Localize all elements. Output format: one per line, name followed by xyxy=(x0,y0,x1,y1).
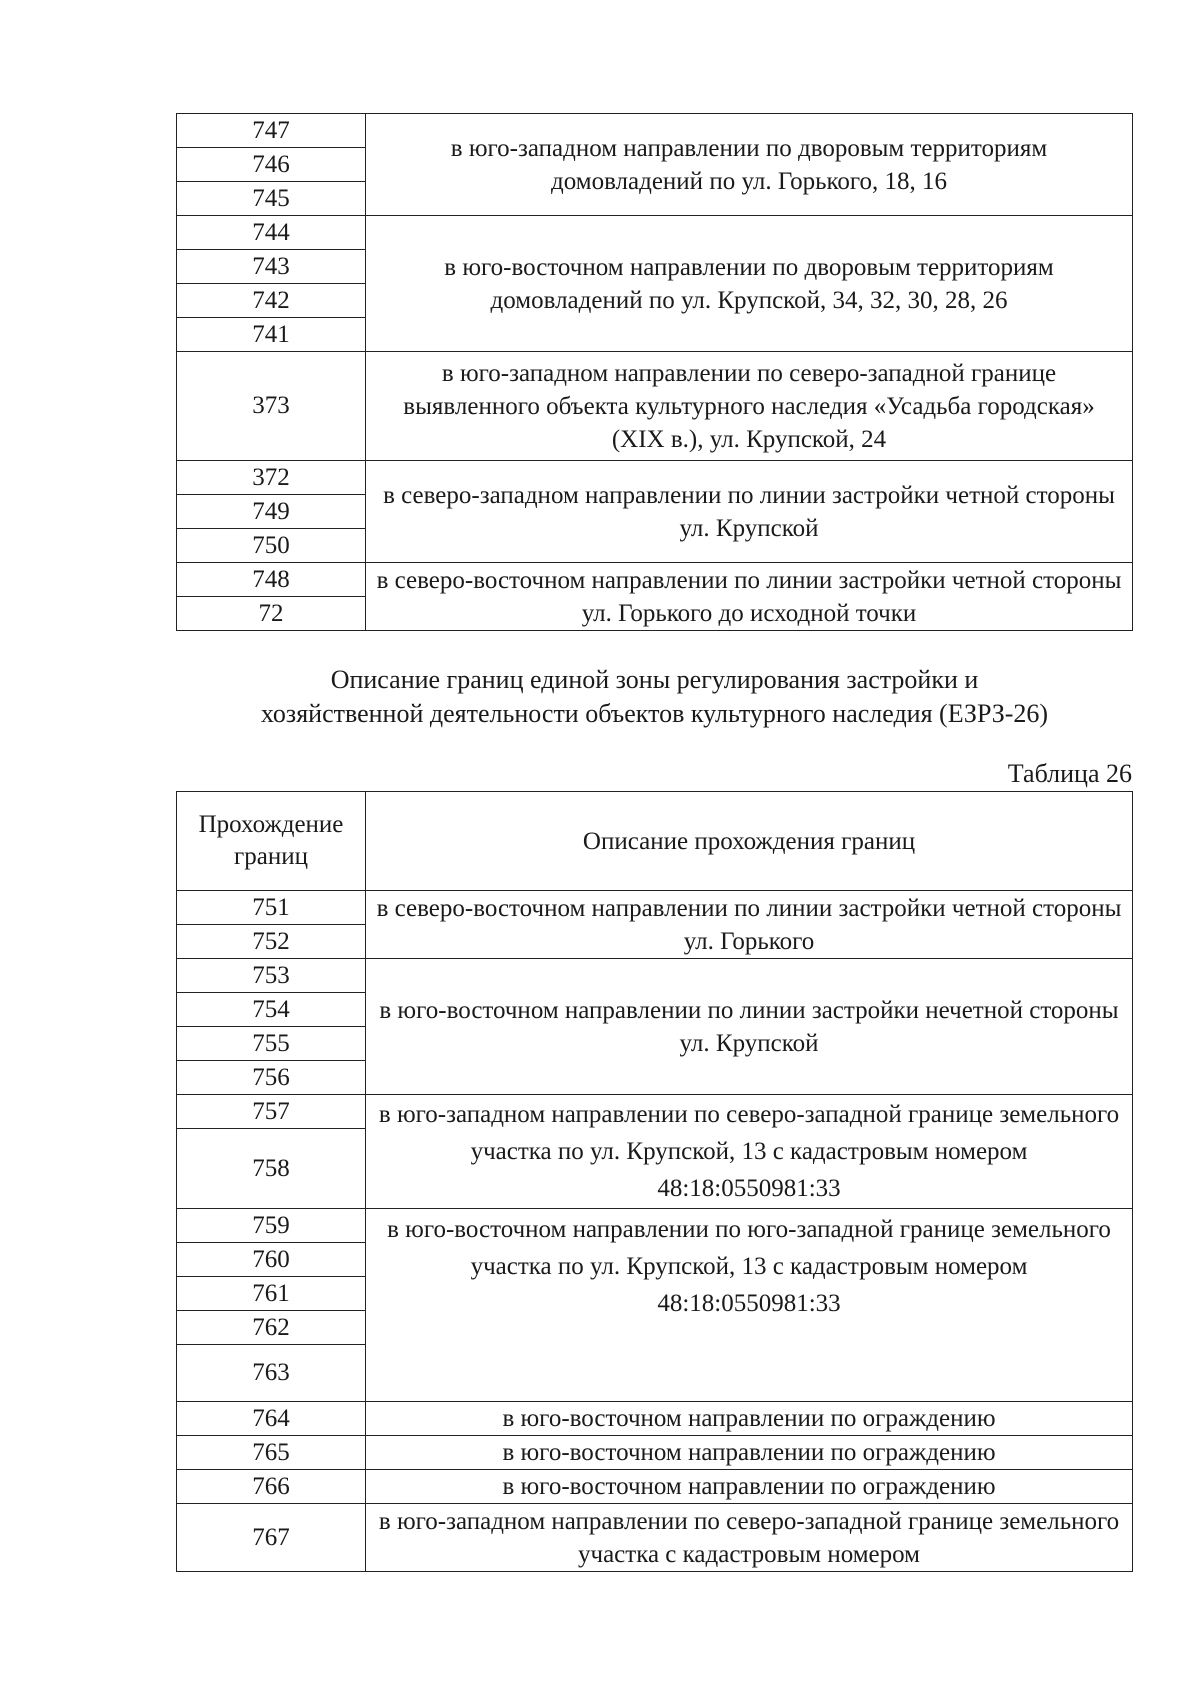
point-number: 762 xyxy=(177,1311,366,1345)
point-number: 758 xyxy=(177,1129,366,1209)
point-number: 742 xyxy=(177,284,366,318)
point-number: 747 xyxy=(177,114,366,148)
table-row xyxy=(177,891,1133,925)
boundary-description: в юго-восточном направлении по ограждению xyxy=(366,1470,1133,1504)
boundary-table-26 xyxy=(176,791,1133,1572)
boundary-table-continued xyxy=(176,113,1133,631)
point-number: 744 xyxy=(177,216,366,250)
point-number: 752 xyxy=(177,925,366,959)
point-number: 372 xyxy=(177,461,366,495)
table-row xyxy=(177,563,1133,597)
point-number: 750 xyxy=(177,529,366,563)
point-number: 746 xyxy=(177,148,366,182)
table-row xyxy=(177,1436,1133,1470)
section-title-line-1: Описание границ единой зоны регулирования застройки и xyxy=(330,665,979,694)
point-number: 759 xyxy=(177,1209,366,1243)
point-number: 767 xyxy=(177,1504,366,1572)
point-number: 766 xyxy=(177,1470,366,1504)
point-number: 754 xyxy=(177,993,366,1027)
boundary-description: в северо-западном направлении по линии застройки четной стороны ул. Крупской xyxy=(366,461,1133,563)
section-title-line-2: хозяйственной деятельности объектов культурного наследия (ЕЗРЗ-26) xyxy=(260,699,1049,728)
table-row xyxy=(177,352,1133,461)
boundary-description: в юго-западном направлении по северо-западной границе выявленного объекта культурного наследия «Усадьба городская» (XIX в.), ул. Крупской, 24 xyxy=(366,352,1133,461)
table-row xyxy=(177,216,1133,250)
boundary-description: в юго-восточном направлении по линии застройки нечетной стороны ул. Крупской xyxy=(366,959,1133,1095)
point-number: 373 xyxy=(177,352,366,461)
table-header-row xyxy=(177,792,1133,891)
table-row xyxy=(177,1095,1133,1129)
point-number: 760 xyxy=(177,1243,366,1277)
point-number: 765 xyxy=(177,1436,366,1470)
point-number: 755 xyxy=(177,1027,366,1061)
boundary-description: в северо-восточном направлении по линии застройки четной стороны ул. Горького xyxy=(366,891,1133,959)
boundary-description: в юго-восточном направлении по дворовым территориям домовладений по ул. Крупской, 34, 32, 30, 28, 26 xyxy=(366,216,1133,352)
boundary-description: в юго-восточном направлении по юго-западной границе земельного участка по ул. Крупской, 13 с кадастровым номером 48:18:0550981:33 xyxy=(366,1209,1133,1402)
table-row xyxy=(177,1470,1133,1504)
point-number: 741 xyxy=(177,318,366,352)
point-number: 761 xyxy=(177,1277,366,1311)
table-row xyxy=(177,1504,1133,1572)
point-number: 756 xyxy=(177,1061,366,1095)
header-col-passage: Прохождение границ xyxy=(177,792,366,891)
point-number: 743 xyxy=(177,250,366,284)
boundary-description: в юго-восточном направлении по ограждению xyxy=(366,1402,1133,1436)
point-number: 757 xyxy=(177,1095,366,1129)
table-label: Таблица 26 xyxy=(1007,759,1132,788)
point-number: 764 xyxy=(177,1402,366,1436)
table-row xyxy=(177,114,1133,148)
boundary-description: в юго-восточном направлении по ограждению xyxy=(366,1436,1133,1470)
point-number: 745 xyxy=(177,182,366,216)
point-number: 749 xyxy=(177,495,366,529)
point-number: 751 xyxy=(177,891,366,925)
table-row xyxy=(177,1209,1133,1243)
table-row xyxy=(177,959,1133,993)
table-row xyxy=(177,461,1133,495)
point-number: 748 xyxy=(177,563,366,597)
table-row xyxy=(177,1402,1133,1436)
boundary-description: в юго-западном направлении по северо-западной границе земельного участка по ул. Крупской, 13 с кадастровым номером 48:18:0550981:33 xyxy=(366,1095,1133,1209)
boundary-description: в северо-восточном направлении по линии застройки четной стороны ул. Горького до исходной точки xyxy=(366,563,1133,631)
boundary-description: в юго-западном направлении по дворовым территориям домовладений по ул. Горького, 18, 16 xyxy=(366,114,1133,216)
point-number: 72 xyxy=(177,597,366,631)
point-number: 763 xyxy=(177,1345,366,1402)
point-number: 753 xyxy=(177,959,366,993)
header-col-description: Описание прохождения границ xyxy=(366,792,1133,891)
boundary-description: в юго-западном направлении по северо-западной границе земельного участка с кадастровым номером xyxy=(366,1504,1133,1572)
